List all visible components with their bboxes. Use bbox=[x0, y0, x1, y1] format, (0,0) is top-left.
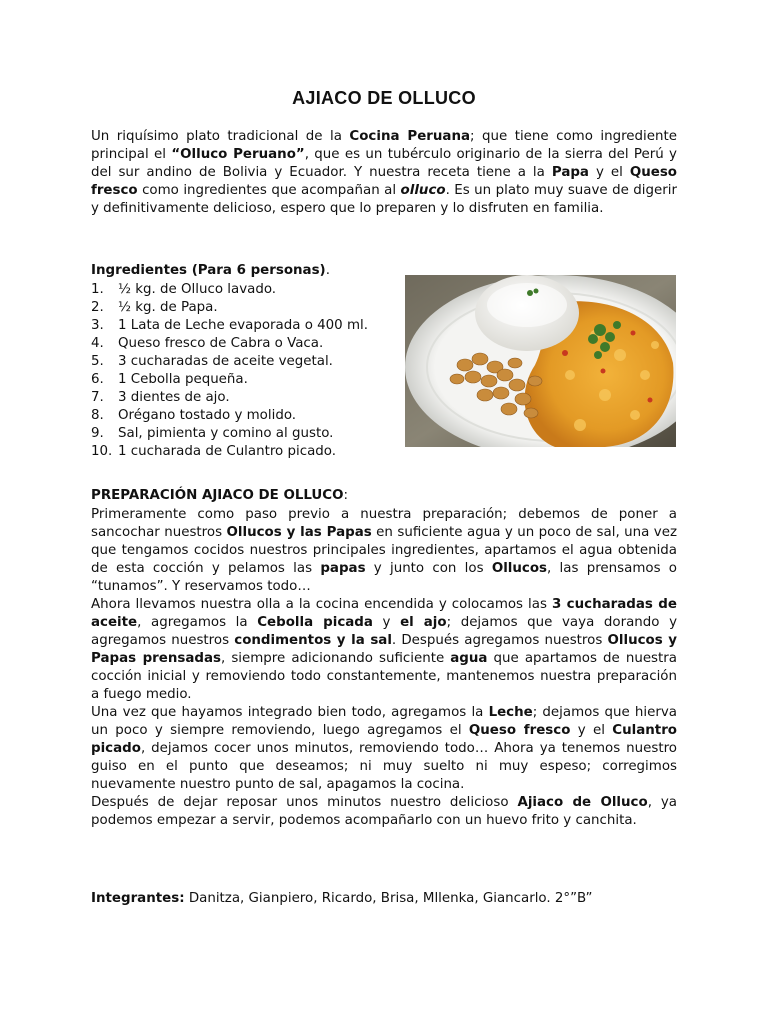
prep-text: en suficiente agua y un poco de sal, una vez que tengamos cocidos nuestros principales ingredientes, apartamos el agua obtenida de esta cocción y pelamos las bbox=[91, 525, 677, 576]
ingredient-text: 3 cucharadas de aceite vegetal. bbox=[118, 354, 333, 369]
preparation-heading bbox=[91, 488, 348, 503]
ingredient-number: 10. bbox=[91, 444, 113, 459]
ingredient-item bbox=[91, 371, 368, 389]
prep-bold: Leche bbox=[488, 705, 533, 720]
intro-text: Un riquísimo plato tradicional de la bbox=[91, 129, 350, 144]
ingredient-number: 9. bbox=[91, 426, 104, 441]
ingredient-number: 5. bbox=[91, 354, 104, 369]
preparation-heading-text: PREPARACIÓN AJIACO DE OLLUCO bbox=[91, 488, 344, 503]
ingredient-number: 1. bbox=[91, 282, 104, 297]
intro-text: , que es un tubérculo originario de la sierra del Perú y del sur andino de Bolivia y Ecuador. Y nuestra receta tiene a la bbox=[91, 147, 677, 180]
prep-bold: Ollucos bbox=[491, 561, 548, 576]
page-title: AJIACO DE OLLUCO bbox=[292, 88, 476, 108]
ingredients-heading-text: Ingredientes (Para 6 personas) bbox=[91, 263, 326, 278]
intro-paragraph bbox=[91, 128, 677, 218]
prep-text: ; dejamos que hierva un poco y siempre removiendo, luego agregamos el bbox=[91, 705, 677, 738]
ingredient-item bbox=[91, 443, 368, 461]
prep-text: , agregamos la bbox=[137, 615, 258, 630]
ingredient-item bbox=[91, 425, 368, 443]
prep-text: y junto con los bbox=[365, 561, 492, 576]
prep-text: , ya podemos empezar a servir, podemos acompañarlo con un huevo frito y canchita. bbox=[91, 795, 677, 828]
ingredient-number: 6. bbox=[91, 372, 104, 387]
prep-bold: agua bbox=[450, 651, 488, 666]
dish-photo bbox=[405, 275, 676, 447]
intro-text: . Es un plato muy suave de digerir y definitivamente delicioso, espero que lo preparen y lo disfruten en familia. bbox=[91, 183, 677, 216]
team-label: Integrantes: bbox=[91, 891, 185, 906]
prep-text: ; dejamos que vaya dorando y agregamos nuestros bbox=[91, 615, 677, 648]
prep-text: y bbox=[372, 615, 401, 630]
intro-bold: Queso fresco bbox=[91, 165, 678, 198]
ingredient-item bbox=[91, 335, 368, 353]
ingredient-number: 7. bbox=[91, 390, 104, 405]
prep-bold: Cebolla picada bbox=[257, 615, 373, 630]
prep-text: , dejamos cocer unos minutos, removiendo todo… Ahora ya tenemos nuestro guiso en el punto que deseamos; ni muy suelto ni muy espeso; corregimos nuevamente nuestro punto de sal, apagamos la cocina. bbox=[91, 741, 677, 792]
ingredient-number: 2. bbox=[91, 300, 104, 315]
team-members bbox=[91, 891, 592, 906]
ingredients-list bbox=[91, 281, 368, 461]
prep-text: Después de dejar reposar unos minutos nuestro delicioso bbox=[91, 795, 518, 810]
ingredient-text: Queso fresco de Cabra o Vaca. bbox=[118, 336, 324, 351]
ingredient-text: ½ kg. de Olluco lavado. bbox=[118, 282, 277, 297]
prep-text: y el bbox=[570, 723, 613, 738]
intro-bold-italic: olluco bbox=[400, 183, 446, 198]
ingredient-number: 4. bbox=[91, 336, 104, 351]
prep-bold: Ollucos y Papas prensadas bbox=[91, 633, 678, 666]
prep-bold: Culantro picado bbox=[91, 723, 678, 756]
ingredients-heading-suffix: . bbox=[325, 263, 330, 278]
prep-text: Ahora llevamos nuestra olla a la cocina encendida y colocamos las bbox=[91, 597, 552, 612]
intro-bold: Papa bbox=[551, 165, 589, 180]
preparation-heading-suffix: : bbox=[343, 488, 349, 503]
prep-bold: Queso fresco bbox=[468, 723, 571, 738]
prep-bold: condimentos y la sal bbox=[234, 633, 392, 648]
ingredient-text: 1 Cebolla pequeña. bbox=[118, 372, 248, 387]
ingredient-item bbox=[91, 353, 368, 371]
prep-bold: papas bbox=[320, 561, 366, 576]
prep-text: Primeramente como paso previo a nuestra preparación; debemos de poner a sancochar nuestros bbox=[91, 507, 677, 540]
ingredient-number: 8. bbox=[91, 408, 104, 423]
prep-bold: Ajiaco de Olluco bbox=[517, 795, 648, 810]
preparation-paragraph bbox=[91, 506, 677, 596]
intro-bold: “Olluco Peruano” bbox=[171, 147, 305, 162]
ingredient-item bbox=[91, 281, 368, 299]
prep-bold: 3 cucharadas de aceite bbox=[91, 597, 677, 630]
intro-text: como ingredientes que acompañan al bbox=[137, 183, 401, 198]
ingredient-text: 1 Lata de Leche evaporada o 400 ml. bbox=[118, 318, 368, 333]
ingredient-item bbox=[91, 317, 368, 335]
ingredient-item bbox=[91, 407, 368, 425]
prep-text: . Después agregamos nuestros bbox=[391, 633, 608, 648]
ingredient-text: Sal, pimienta y comino al gusto. bbox=[118, 426, 334, 441]
ingredients-heading bbox=[91, 263, 330, 278]
ingredient-text: 3 dientes de ajo. bbox=[118, 390, 230, 405]
prep-text: Una vez que hayamos integrado bien todo, agregamos la bbox=[91, 705, 489, 720]
preparation-paragraph bbox=[91, 596, 677, 704]
intro-bold: Cocina Peruana bbox=[349, 129, 471, 144]
prep-text: , las prensamos o “tunamos”. Y reservamos todo… bbox=[91, 561, 677, 594]
preparation-paragraph bbox=[91, 794, 677, 830]
team-names: Danitza, Gianpiero, Ricardo, Brisa, Mllenka, Giancarlo. 2°”B” bbox=[184, 891, 593, 906]
ingredient-number: 3. bbox=[91, 318, 104, 333]
intro-text: y el bbox=[588, 165, 630, 180]
prep-bold: Ollucos y las Papas bbox=[226, 525, 372, 540]
ingredient-text: Orégano tostado y molido. bbox=[118, 408, 297, 423]
preparation-body bbox=[91, 506, 677, 830]
prep-bold: el ajo bbox=[400, 615, 447, 630]
ingredient-text: 1 cucharada de Culantro picado. bbox=[118, 444, 337, 459]
preparation-paragraph bbox=[91, 704, 677, 794]
prep-text: que apartamos de nuestra cocción inicial y removiendo todo constantemente, mantenemos nuestra preparación a fuego medio. bbox=[91, 651, 677, 702]
ingredient-text: ½ kg. de Papa. bbox=[118, 300, 218, 315]
prep-text: , siempre adicionando suficiente bbox=[220, 651, 451, 666]
ingredient-item bbox=[91, 389, 368, 407]
ingredient-item bbox=[91, 299, 368, 317]
intro-text: ; que tiene como ingrediente principal el bbox=[91, 129, 677, 162]
